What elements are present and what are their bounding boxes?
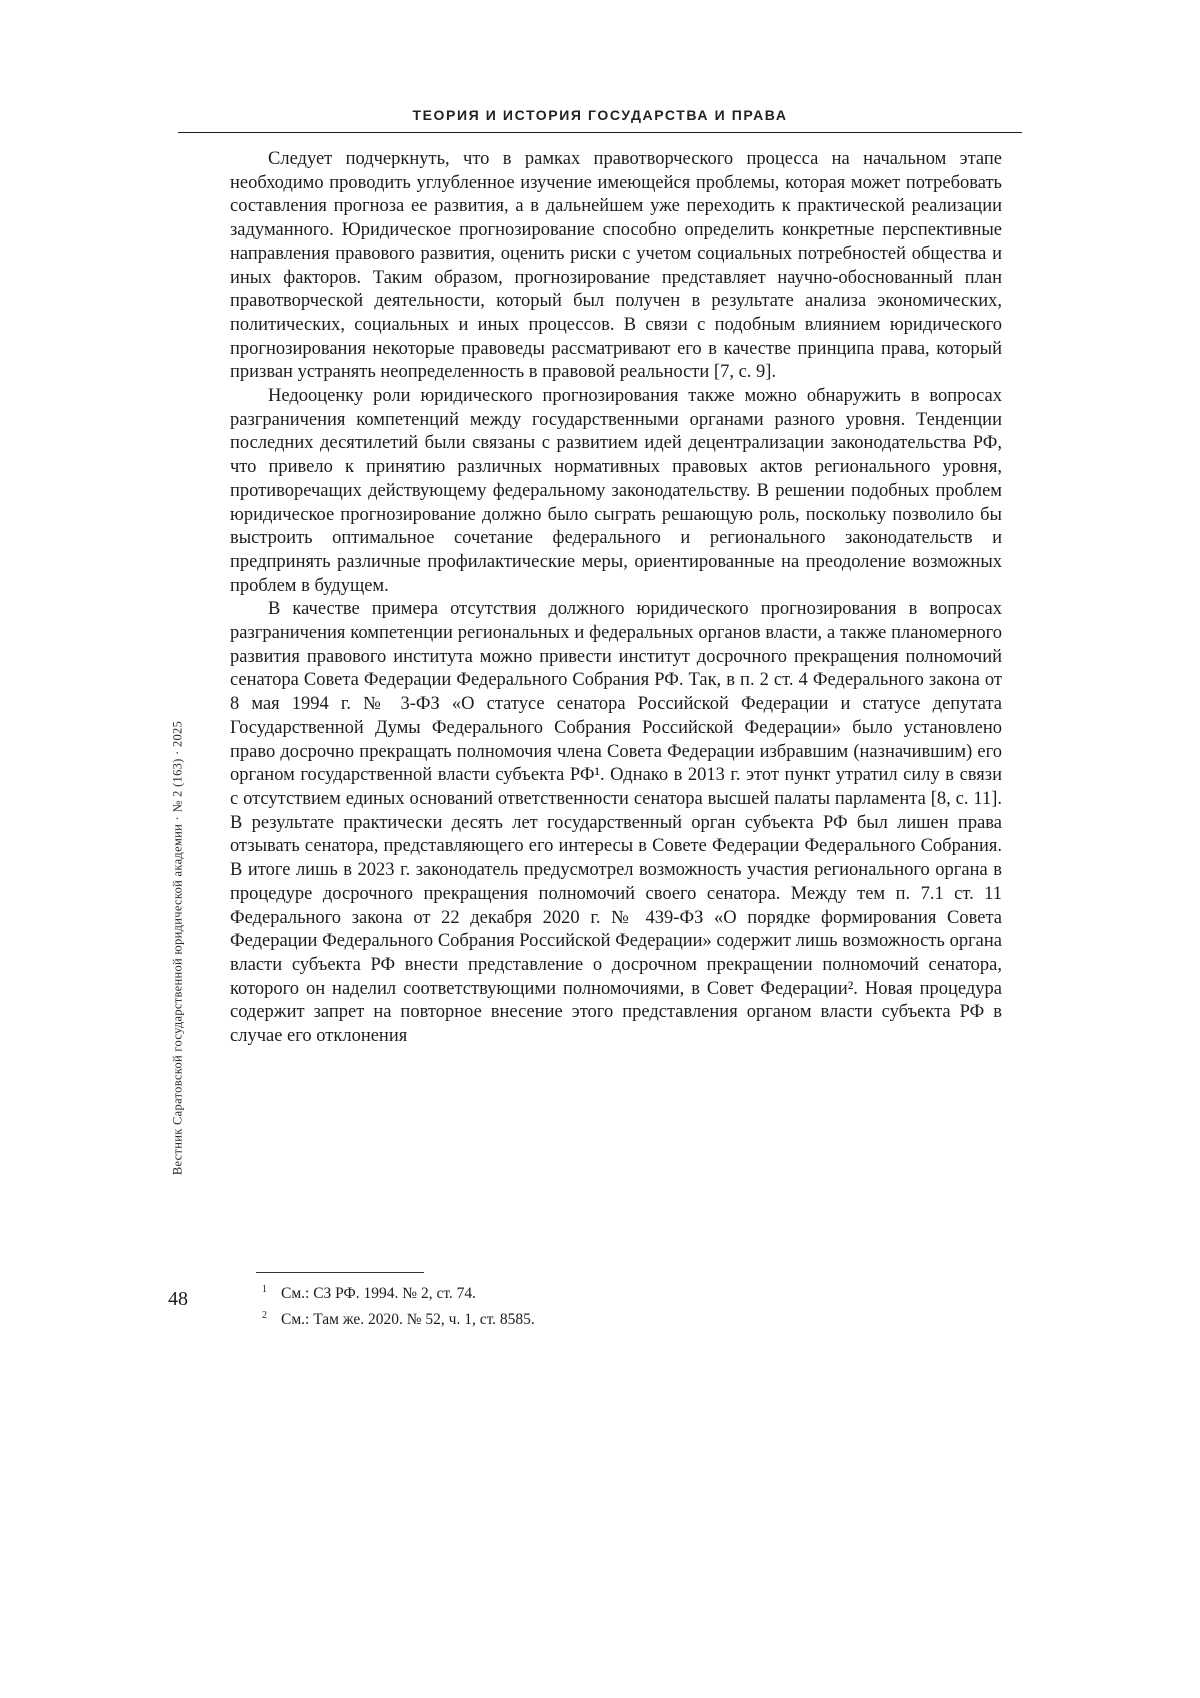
footnotes [256, 1279, 1004, 1331]
paragraph: Недооценку роли юридического прогнозирования также можно обнаружить в вопросах разграничения компетенций между государственными органами разного уровня. Тенденции последних десятилетий были связаны с развитием идей децентрализации законодательства РФ, что привело к принятию различных нормативных правовых актов регионального уровня, противоречащих действующему федеральному законодательству. В решении подобных проблем юридическое прогнозирование должно было сыграть решающую роль, поскольку позволило бы выстроить оптимальное сочетание федерального и регионального законодательств и предпринять различные профилактические меры, ориентированные на преодоление возможных проблем в будущем. [230, 386, 1002, 596]
header-rule [178, 132, 1022, 133]
page-number: 48 [168, 1288, 188, 1310]
footnote-text: См.: СЗ РФ. 1994. № 2, ст. 74. [281, 1285, 477, 1303]
footnote [256, 1279, 1004, 1305]
article-body [230, 148, 1002, 1049]
paragraph: В качестве примера отсутствия должного юридического прогнозирования в вопросах разграничения компетенции региональных и федеральных органов власти, а также планомерного развития правового института можно привести институт досрочного прекращения полномочий сенатора Совета Федерации Федерального Собрания РФ. Так, в п. 2 ст. 4 Федерального закона от 8 мая 1994 г. № 3-ФЗ «О статусе сенатора Российской Федерации и статусе депутата Государственной Думы Федерального Собрания Российской Федерации» было установлено право досрочно прекращать полномочия члена Совета Федерации избравшим (назначившим) его органом государственной власти субъекта РФ¹. Однако в 2013 г. этот пункт утратил силу в связи с отсутствием единых оснований ответственности сенатора высшей палаты парламента [8, с. 11]. В результате практически десять лет государственный орган субъекта РФ был лишен права отзывать сенатора, представляющего его интересы в Совете Федерации Федерального Собрания. В итоге лишь в 2023 г. законодатель предусмотрел возможность участия регионального органа в процедуре досрочного прекращения полномочий своего сенатора. Между тем п. 7.1 ст. 11 Федерального закона от 22 декабря 2020 г. № 439-ФЗ «О порядке формирования Совета Федерации Федерального Собрания Российской Федерации» содержит лишь возможность органа власти субъекта РФ внести представление о досрочном прекращении полномочий сенатора, которого он наделил соответствующими полномочиями, в Совет Федерации². Новая процедура содержит запрет на повторное внесение этого представления органом власти субъекта РФ в случае его отклонения [230, 599, 1002, 1047]
footnote [256, 1305, 1004, 1331]
footnote-separator [256, 1272, 424, 1273]
footnote-marker: 2 [262, 1310, 267, 1322]
running-head: ТЕОРИЯ И ИСТОРИЯ ГОСУДАРСТВА И ПРАВА [412, 107, 788, 123]
paragraph: Следует подчеркнуть, что в рамках правотворческого процесса на начальном этапе необходимо проводить углубленное изучение имеющейся проблемы, которая может потребовать составления прогноза ее развития, а в дальнейшем уже переходить к практической реализации задуманного. Юридическое прогнозирование способно определить конкретные перспективные направления правового развития, оценить риски с учетом социальных потребностей общества и иных факторов. Таким образом, прогнозирование представляет научно-обоснованный план правотворческой деятельности, который был получен в результате анализа экономических, политических, социальных и иных процессов. В связи с подобным влиянием юридического прогнозирования некоторые правоведы рассматривают его в качестве принципа права, который призван устранять неопределенность в правовой реальности [7, с. 9]. [230, 149, 1002, 383]
footnote-marker: 1 [262, 1284, 267, 1295]
sidebar-journal-info: Вестник Саратовской государственной юридической академии · № 2 (163) · 2025 [170, 720, 185, 1176]
footnote-text: См.: Там же. 2020. № 52, ч. 1, ст. 8585. [281, 1311, 535, 1329]
